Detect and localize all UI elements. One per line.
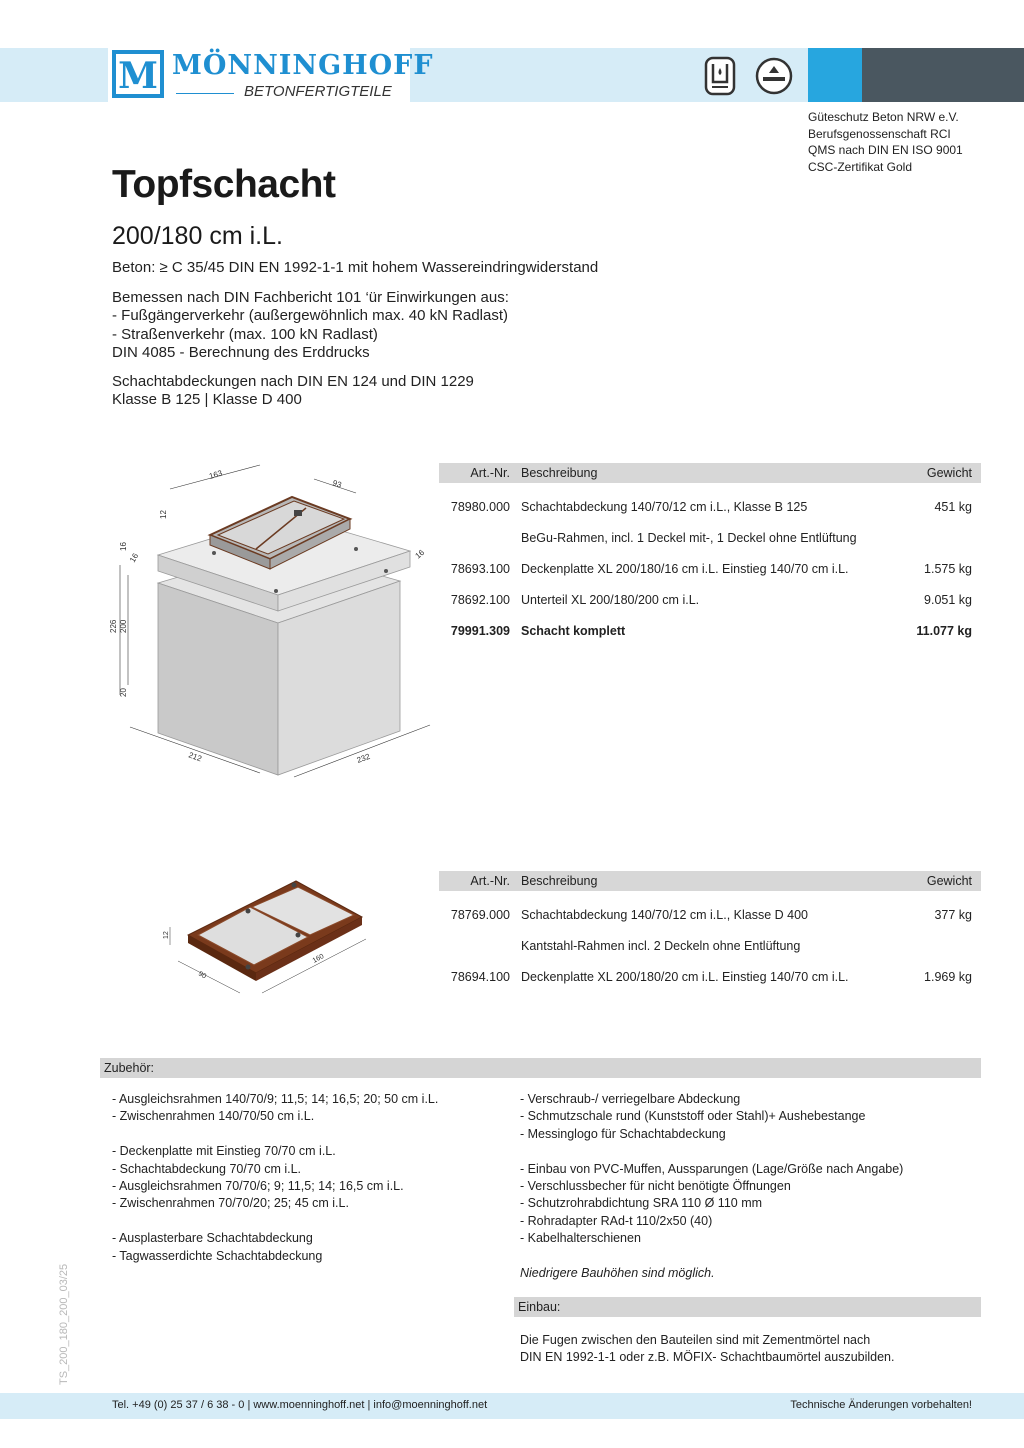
dim-length-a: 212 bbox=[187, 750, 203, 764]
cell-desc: Schachtabdeckung 140/70/12 cm i.L., Klasse D 400 bbox=[521, 908, 808, 922]
cert-line: CSC-Zertifikat Gold bbox=[808, 159, 913, 174]
dim-length-b: 232 bbox=[355, 751, 372, 765]
list-item: - Rohradapter RAd-t 110/2x50 (40) bbox=[520, 1213, 713, 1228]
table-row bbox=[439, 494, 981, 525]
list-item: - Einbau von PVC-Muffen, Aussparungen (Lage/Größe nach Angabe) bbox=[520, 1161, 904, 1176]
list-item: - Kabelhalterschienen bbox=[520, 1231, 641, 1246]
load-class-icon bbox=[754, 56, 794, 101]
list-item: - Tagwasserdichte Schachtabdeckung bbox=[112, 1248, 323, 1263]
list-item: - Verschlussbecher für nicht benötigte Öffnungen bbox=[520, 1179, 791, 1194]
dim-base: 20 bbox=[119, 688, 128, 697]
svg-text:M: M bbox=[118, 55, 158, 96]
table-row bbox=[439, 556, 981, 587]
dim-cover-width: 90 bbox=[197, 970, 208, 981]
col-desc: Beschreibung bbox=[521, 874, 598, 888]
cell-art: 78692.100 bbox=[450, 593, 510, 607]
spec-line: - Straßenverkehr (max. 100 kN Radlast) bbox=[112, 325, 378, 343]
list-item: - Messinglogo für Schachtabdeckung bbox=[520, 1126, 726, 1141]
dim-frame-height: 12 bbox=[159, 510, 168, 519]
page-subtitle: 200/180 cm i.L. bbox=[112, 222, 283, 250]
certification-list bbox=[808, 109, 963, 175]
list-item: - Ausgleichsrahmen 140/70/9; 11,5; 14; 16,5; 20; 50 cm i.L. bbox=[112, 1092, 439, 1106]
spec-line: - Fußgängerverkehr (außergewöhnlich max. 40 kN Radlast) bbox=[112, 307, 508, 325]
dim-height-inner: 200 bbox=[119, 619, 128, 633]
cell-desc: Kantstahl-Rahmen incl. 2 Deckeln ohne Entlüftung bbox=[521, 939, 801, 953]
cell-weight: 451 kg bbox=[934, 500, 972, 514]
accessory-list-left bbox=[112, 1091, 502, 1265]
spec-bemessen bbox=[112, 289, 509, 362]
col-weight: Gewicht bbox=[926, 874, 972, 888]
cell-art: 78693.100 bbox=[450, 562, 510, 576]
cell-desc: Deckenplatte XL 200/180/16 cm i.L. Einstieg 140/70 cm i.L. bbox=[521, 562, 849, 576]
table-header bbox=[439, 871, 981, 891]
cell-desc: Schachtabdeckung 140/70/12 cm i.L., Klasse B 125 bbox=[521, 500, 808, 514]
spec-beton: Beton: ≥ C 35/45 DIN EN 1992-1-1 mit hohem Wassereindringwiderstand bbox=[112, 259, 599, 276]
list-item: - Deckenplatte mit Einstieg 70/70 cm i.L. bbox=[112, 1144, 336, 1159]
footer-contact[interactable]: Tel. +49 (0) 25 37 / 6 38 - 0 | www.moenninghoff.net | info@moenninghoff.net bbox=[112, 1399, 488, 1411]
product-table-2 bbox=[439, 871, 981, 995]
note-heights: Niedrigere Bauhöhen sind möglich. bbox=[520, 1265, 715, 1280]
dim-slab-side: 16 bbox=[127, 551, 141, 564]
cell-desc: BeGu-Rahmen, incl. 1 Deckel mit-, 1 Deckel ohne Entlüftung bbox=[521, 531, 857, 545]
header-dark-block bbox=[862, 48, 1024, 102]
water-tight-icon bbox=[702, 56, 738, 101]
cert-line: QMS nach DIN EN ISO 9001 bbox=[808, 143, 963, 157]
list-item: - Schachtabdeckung 70/70 cm i.L. bbox=[112, 1161, 302, 1176]
list-item: - Ausgleichsrahmen 70/70/6; 9; 11,5; 14; 16,5 cm i.L. bbox=[112, 1179, 404, 1194]
einbau-text bbox=[520, 1332, 980, 1367]
cell-art: 78694.100 bbox=[450, 970, 510, 984]
dim-cover-height: 12 bbox=[163, 931, 170, 939]
list-item: - Schutzrohrabdichtung SRA 110 Ø 110 mm bbox=[520, 1196, 763, 1211]
spec-line: DIN 4085 - Berechnung des Erddrucks bbox=[112, 343, 370, 361]
cell-weight: 9.051 kg bbox=[924, 593, 972, 607]
list-spacer bbox=[520, 1143, 980, 1160]
einbau-line: DIN EN 1992-1-1 oder z.B. MÖFIX- Schachtbaumörtel auszubilden. bbox=[520, 1350, 895, 1365]
col-art: Art.-Nr. bbox=[470, 466, 510, 480]
cell-art: 79991.309 bbox=[450, 624, 510, 638]
cell-weight: 377 kg bbox=[934, 908, 972, 922]
table-row bbox=[439, 964, 981, 995]
dim-top-length: 163 bbox=[208, 468, 224, 481]
list-item: - Schmutzschale rund (Kunststoff oder Stahl)+ Aushebestange bbox=[520, 1109, 866, 1124]
shaft-drawing bbox=[100, 455, 440, 800]
dim-height-total: 226 bbox=[109, 619, 118, 633]
table-row-total bbox=[439, 618, 981, 649]
brand-divider bbox=[176, 93, 234, 94]
accessory-list-right bbox=[520, 1091, 980, 1282]
brand-subtitle: BETONFERTIGTEILE bbox=[244, 83, 392, 100]
col-desc: Beschreibung bbox=[521, 466, 598, 480]
list-item: - Zwischenrahmen 70/70/20; 25; 45 cm i.L. bbox=[112, 1196, 349, 1211]
cell-desc: Schacht komplett bbox=[521, 624, 626, 638]
document-code: TS_200_180_200_03/25 bbox=[58, 1263, 70, 1385]
section-zubehoer-header: Zubehör: bbox=[100, 1058, 981, 1078]
table-row bbox=[439, 587, 981, 618]
spec-abdeckungen bbox=[112, 373, 474, 410]
list-item: - Ausplasterbare Schachtabdeckung bbox=[112, 1231, 313, 1246]
spec-line: Schachtabdeckungen nach DIN EN 124 und DIN 1229 bbox=[112, 373, 474, 390]
product-table-1 bbox=[439, 463, 981, 649]
table-row bbox=[439, 525, 981, 556]
dim-cover-length: 160 bbox=[311, 953, 326, 965]
table-row bbox=[439, 933, 981, 964]
logo-mark-icon bbox=[112, 50, 164, 98]
cell-art: 78769.000 bbox=[450, 908, 510, 922]
dim-slab: 16 bbox=[119, 542, 128, 551]
col-weight: Gewicht bbox=[926, 466, 972, 480]
brand-name: MÖNNINGHOFF bbox=[172, 50, 434, 81]
cover-drawing bbox=[150, 865, 370, 1010]
cert-line: Güteschutz Beton NRW e.V. bbox=[808, 110, 959, 124]
cell-weight: 11.077 kg bbox=[916, 624, 972, 638]
cell-art: 78980.000 bbox=[450, 500, 510, 514]
cell-desc: Unterteil XL 200/180/200 cm i.L. bbox=[521, 593, 700, 607]
dim-top-width: 93 bbox=[331, 478, 343, 490]
list-item: - Verschraub-/ verriegelbare Abdeckung bbox=[520, 1092, 741, 1106]
table-row bbox=[439, 902, 981, 933]
cell-weight: 1.969 kg bbox=[924, 970, 972, 984]
cert-line: Berufsgenossenschaft RCI bbox=[808, 126, 951, 141]
list-spacer bbox=[112, 1126, 502, 1143]
cell-weight: 1.575 kg bbox=[924, 562, 972, 576]
footer-disclaimer: Technische Änderungen vorbehalten! bbox=[790, 1399, 972, 1411]
spec-line: Klasse B 125 | Klasse D 400 bbox=[112, 391, 302, 409]
header-accent-block bbox=[808, 48, 862, 102]
list-spacer bbox=[112, 1213, 502, 1230]
spec-line: Bemessen nach DIN Fachbericht 101 ‘ür Einwirkungen aus: bbox=[112, 289, 509, 306]
page-title: Topfschacht bbox=[112, 163, 336, 206]
cell-desc: Deckenplatte XL 200/180/20 cm i.L. Einstieg 140/70 cm i.L. bbox=[521, 970, 849, 984]
col-art: Art.-Nr. bbox=[470, 874, 510, 888]
section-einbau-header: Einbau: bbox=[514, 1297, 981, 1317]
einbau-line: Die Fugen zwischen den Bauteilen sind mit Zementmörtel nach bbox=[520, 1333, 871, 1347]
list-item: - Zwischenrahmen 140/70/50 cm i.L. bbox=[112, 1109, 315, 1124]
dim-side-slab: 16 bbox=[413, 547, 427, 561]
table-header bbox=[439, 463, 981, 483]
